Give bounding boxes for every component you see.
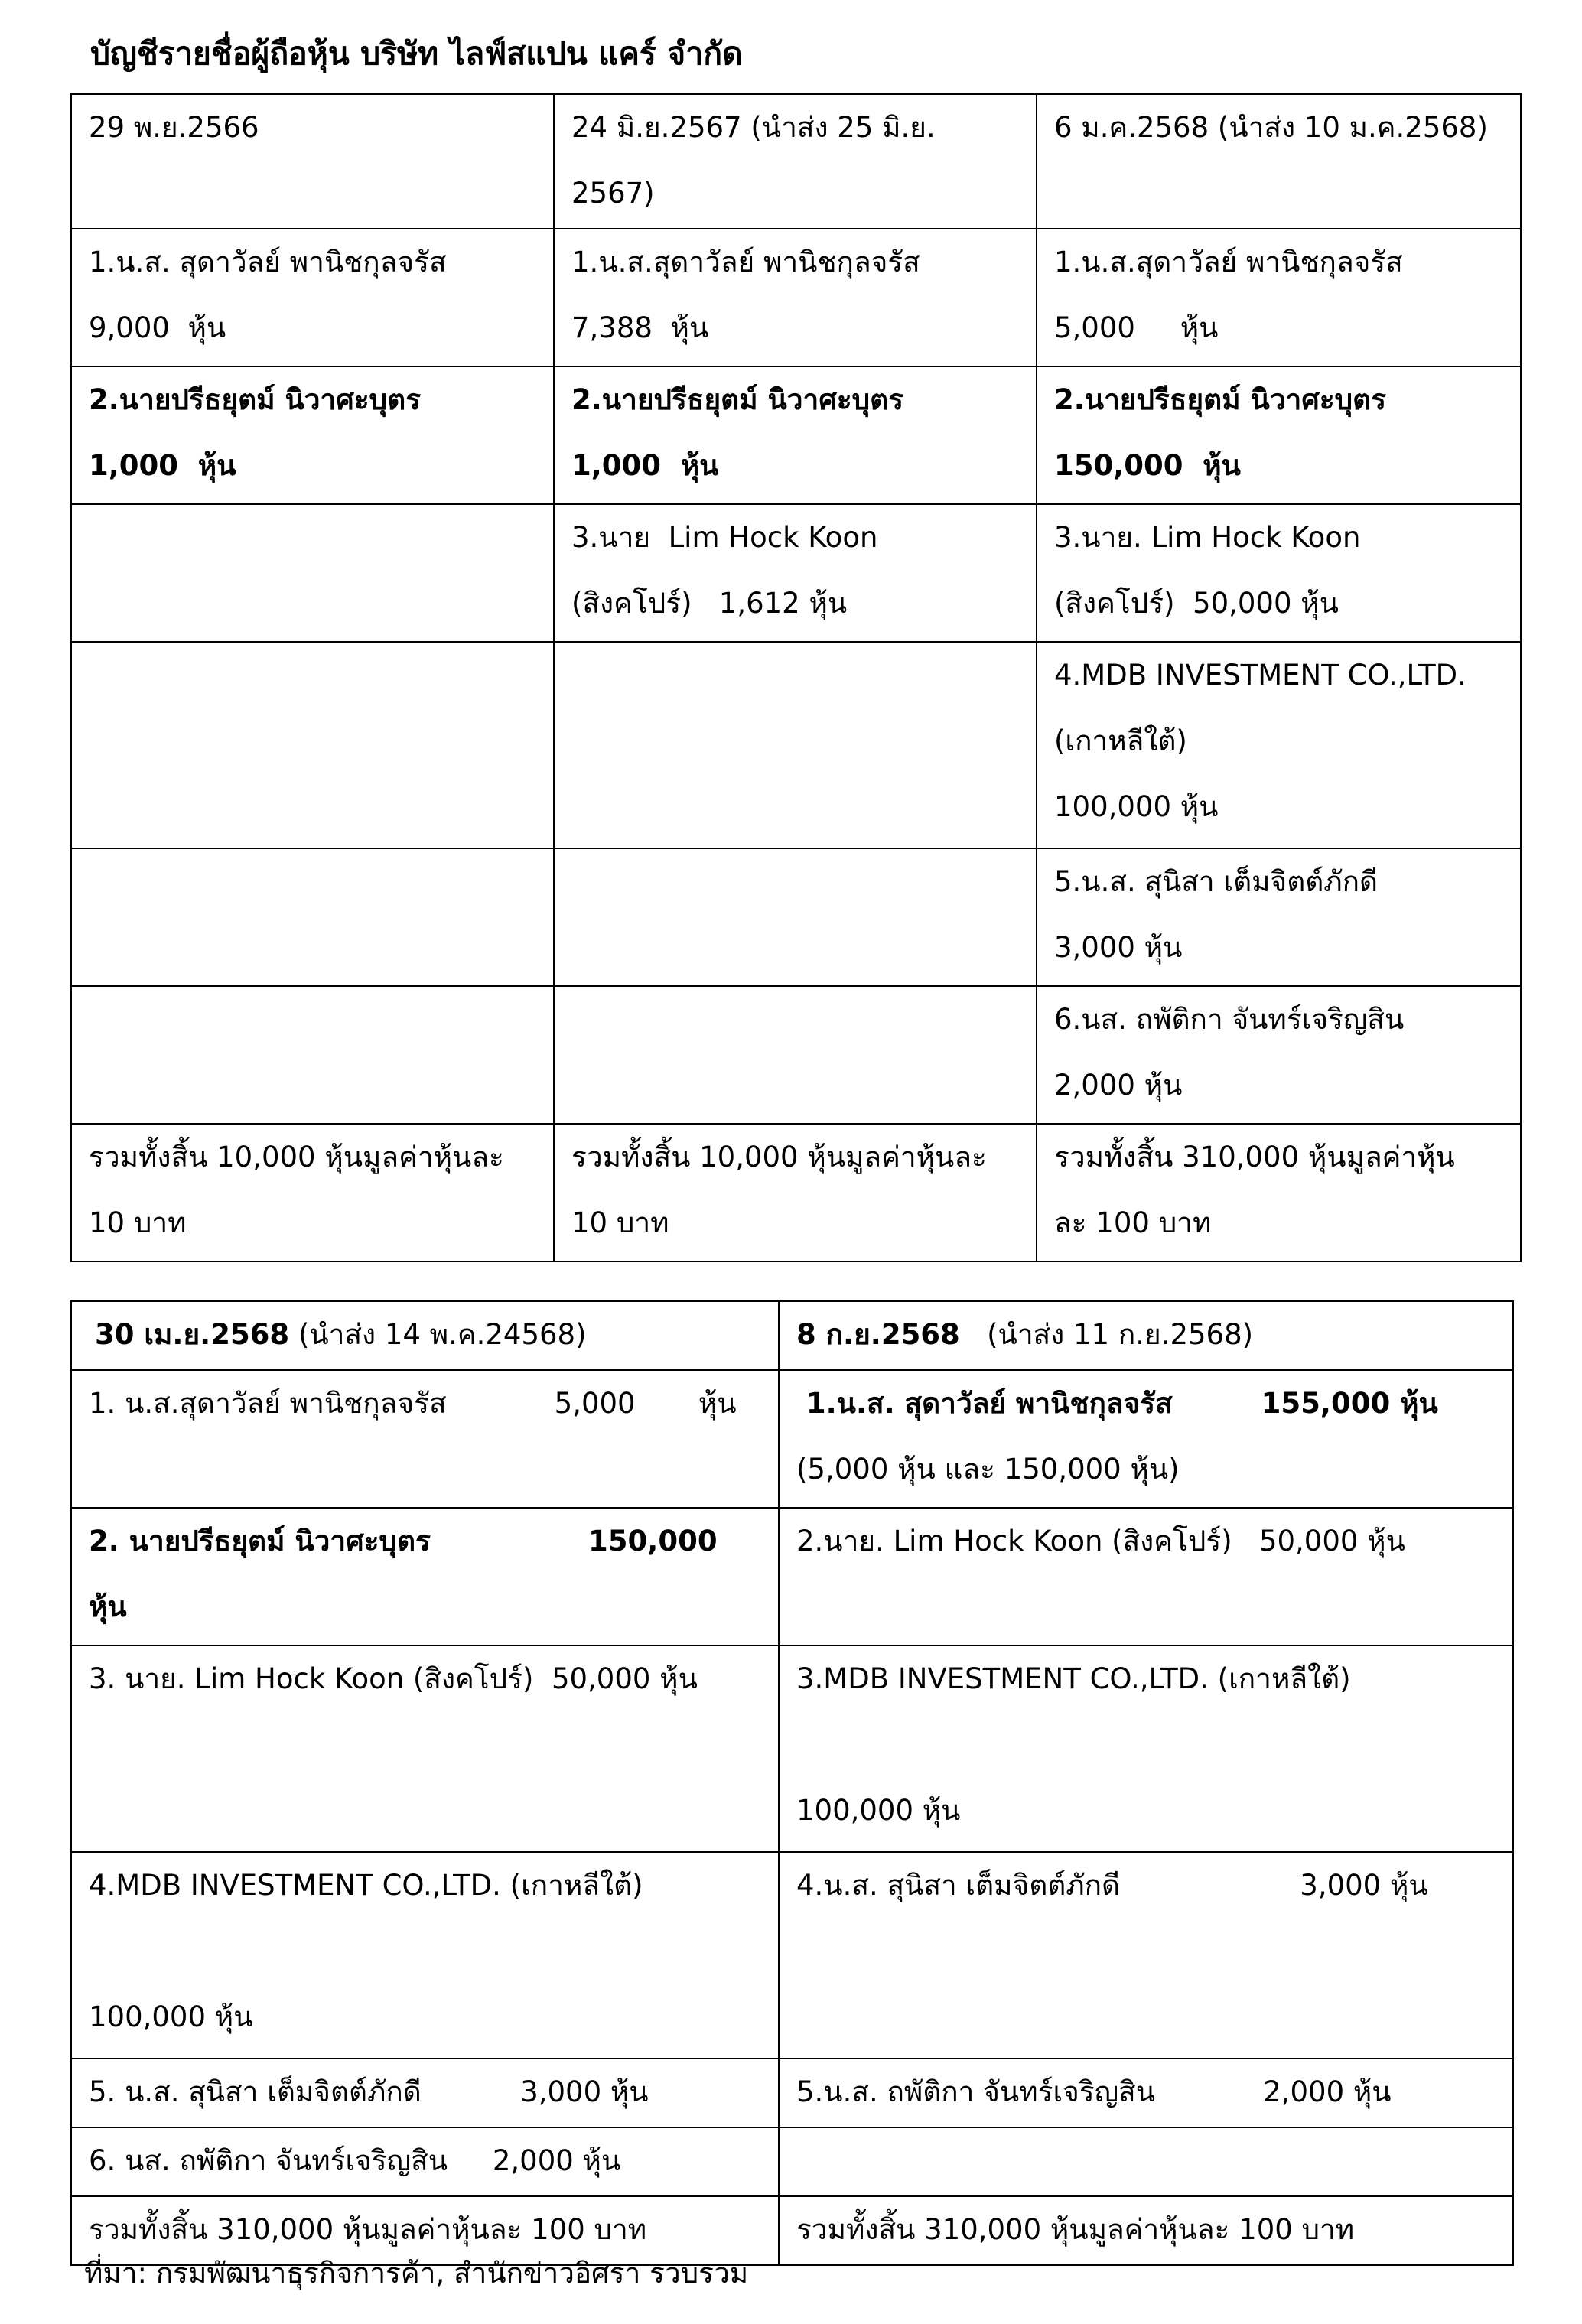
cell-line: 3.นาย Lim Hock Koon <box>571 521 878 554</box>
table-row <box>71 2127 1513 2196</box>
header-note: (นำส่ง 11 ก.ย.2568) <box>959 1318 1254 1351</box>
cell-line: รวมทั้งสิ้น 310,000 หุ้นมูลค่าหุ้น <box>1054 1141 1455 1173</box>
table-cell <box>1037 504 1521 642</box>
shareholder-table-2 <box>70 1300 1514 2266</box>
cell-line: 2.นายปรีธยุตม์ นิวาศะบุตร <box>1054 383 1387 416</box>
cell-line: 1. น.ส.สุดาวัลย์ พานิชกุลจรัส 5,000 หุ้น <box>89 1387 737 1420</box>
table-cell <box>779 1370 1513 1508</box>
table-cell <box>1037 1124 1521 1261</box>
header-date-cont: 2567) <box>571 177 655 210</box>
header-cell <box>554 94 1037 229</box>
table-cell <box>779 2127 1513 2196</box>
cell-line: 100,000 หุ้น <box>1054 790 1219 823</box>
table-row <box>71 504 1521 642</box>
table-cell <box>71 848 554 986</box>
cell-line: (5,000 หุ้น และ 150,000 หุ้น) <box>796 1453 1180 1486</box>
table-cell <box>71 1508 779 1645</box>
table-cell <box>554 1124 1037 1261</box>
cell-line: (เกาหลีใต้) <box>1054 724 1187 757</box>
header-cell <box>71 1301 779 1370</box>
cell-line: (สิงคโปร์) 50,000 หุ้น <box>1054 587 1339 620</box>
cell-line <box>796 1712 1512 1778</box>
cell-line: 2.นายปรีธยุตม์ นิวาศะบุตร <box>571 383 904 416</box>
cell-line: 6.นส. ถพัติกา จันทร์เจริญสิน <box>1054 1003 1405 1036</box>
cell-line: 3.MDB INVESTMENT CO.,LTD. (เกาหลีใต้) <box>796 1662 1351 1695</box>
table-row <box>71 986 1521 1124</box>
header-cell <box>779 1301 1513 1370</box>
shareholder-table-1-body <box>71 94 1521 1261</box>
cell-line: 4.MDB INVESTMENT CO.,LTD. (เกาหลีใต้) <box>89 1869 643 1902</box>
cell-line: 3,000 หุ้น <box>1054 931 1183 964</box>
cell-line: 3.นาย. Lim Hock Koon <box>1054 521 1361 554</box>
table-cell <box>71 986 554 1124</box>
table-cell <box>1037 848 1521 986</box>
table-cell <box>71 1370 779 1508</box>
table-cell <box>1037 229 1521 366</box>
table-cell <box>1037 642 1521 848</box>
table-row <box>71 1645 1513 1852</box>
table-cell <box>554 642 1037 848</box>
table-cell <box>71 229 554 366</box>
table-cell <box>71 2059 779 2127</box>
cell-line: 2,000 หุ้น <box>1054 1069 1183 1102</box>
table-cell <box>779 1852 1513 2059</box>
header-date: 6 ม.ค.2568 (นำส่ง 10 ม.ค.2568) <box>1054 111 1488 144</box>
table-cell <box>554 229 1037 366</box>
table-cell <box>554 366 1037 504</box>
cell-line: 1,000 หุ้น <box>89 449 236 482</box>
cell-line: 10 บาท <box>89 1206 187 1239</box>
cell-line: รวมทั้งสิ้น 310,000 หุ้นมูลค่าหุ้นละ 100 บาท <box>796 2213 1355 2246</box>
table-row <box>71 2059 1513 2127</box>
cell-line: 1.น.ส.สุดาวัลย์ พานิชกุลจรัส <box>1054 246 1403 278</box>
table-row <box>71 229 1521 366</box>
cell-line <box>89 1919 778 1984</box>
cell-line: 150,000 หุ้น <box>1054 449 1241 482</box>
shareholder-table-1 <box>70 93 1522 1262</box>
header-date: 24 มิ.ย.2567 (นำส่ง 25 มิ.ย. <box>571 111 936 144</box>
table-header-row <box>71 94 1521 229</box>
table-cell <box>779 1508 1513 1645</box>
cell-line: รวมทั้งสิ้น 10,000 หุ้นมูลค่าหุ้นละ <box>571 1141 987 1173</box>
table-cell <box>1037 366 1521 504</box>
table-cell <box>554 986 1037 1124</box>
table-cell <box>779 2196 1513 2265</box>
cell-line: 1.น.ส. สุดาวัลย์ พานิชกุลจรัส 155,000 หุ้น <box>796 1387 1438 1420</box>
table-cell <box>779 1645 1513 1852</box>
table-cell <box>71 1852 779 2059</box>
header-cell <box>71 94 554 229</box>
cell-line: ละ 100 บาท <box>1054 1206 1212 1239</box>
table-row <box>71 848 1521 986</box>
cell-line: รวมทั้งสิ้น 10,000 หุ้นมูลค่าหุ้นละ <box>89 1141 504 1173</box>
header-date: 30 เม.ย.2568 <box>95 1318 290 1351</box>
cell-line: 10 บาท <box>571 1206 669 1239</box>
cell-line: 5,000 หุ้น <box>1054 311 1219 344</box>
table-row <box>71 1508 1513 1645</box>
table-cell <box>554 504 1037 642</box>
header-cell <box>1037 94 1521 229</box>
table-row <box>71 366 1521 504</box>
cell-line: 6. นส. ถพัติกา จันทร์เจริญสิน 2,000 หุ้น <box>89 2144 621 2177</box>
table-cell <box>779 2059 1513 2127</box>
table-row <box>71 642 1521 848</box>
cell-line: 1.น.ส.สุดาวัลย์ พานิชกุลจรัส <box>571 246 920 278</box>
shareholder-table-2-body <box>71 1301 1513 2265</box>
cell-line: 5.น.ส. ถพัติกา จันทร์เจริญสิน 2,000 หุ้น <box>796 2075 1392 2108</box>
cell-line: 2. นายปรีธยุตม์ นิวาศะบุตร 150,000 <box>89 1525 718 1557</box>
cell-line: 7,388 หุ้น <box>571 311 709 344</box>
cell-line: 2.นายปรีธยุตม์ นิวาศะบุตร <box>89 383 422 416</box>
cell-line: 4.MDB INVESTMENT CO.,LTD. <box>1054 659 1466 692</box>
table-row <box>71 1370 1513 1508</box>
header-date: 8 ก.ย.2568 <box>796 1318 960 1351</box>
table-cell <box>1037 986 1521 1124</box>
cell-line: 3. นาย. Lim Hock Koon (สิงคโปร์) 50,000 หุ้น <box>89 1662 698 1695</box>
table-cell <box>71 1124 554 1261</box>
table-cell <box>71 504 554 642</box>
cell-line: 2.นาย. Lim Hock Koon (สิงคโปร์) 50,000 หุ้น <box>796 1525 1405 1557</box>
table-row <box>71 1852 1513 2059</box>
cell-line: 100,000 หุ้น <box>89 2000 253 2033</box>
cell-line: 4.น.ส. สุนิสา เต็มจิตต์ภักดี 3,000 หุ้น <box>796 1869 1428 1902</box>
cell-line: 1,000 หุ้น <box>571 449 719 482</box>
cell-line: 1.น.ส. สุดาวัลย์ พานิชกุลจรัส <box>89 246 447 278</box>
header-date-cont <box>1054 161 1520 226</box>
cell-line: 9,000 หุ้น <box>89 311 226 344</box>
table-cell <box>71 642 554 848</box>
table-header-row <box>71 1301 1513 1370</box>
cell-line: 5. น.ส. สุนิสา เต็มจิตต์ภักดี 3,000 หุ้น <box>89 2075 649 2108</box>
table-row <box>71 1124 1521 1261</box>
cell-line: 5.น.ส. สุนิสา เต็มจิตต์ภักดี <box>1054 865 1379 898</box>
table-cell <box>71 1645 779 1852</box>
table-cell <box>71 2127 779 2196</box>
document-title: บัญชีรายชื่อผู้ถือหุ้น บริษัท ไลฟ์สแปน แคร์ จำกัด <box>90 35 743 72</box>
cell-line: หุ้น <box>89 1590 127 1623</box>
cell-line: 100,000 หุ้น <box>796 1794 961 1827</box>
cell-line: รวมทั้งสิ้น 310,000 หุ้นมูลค่าหุ้นละ 100 บาท <box>89 2213 647 2246</box>
source-note: ที่มา: กรมพัฒนาธุรกิจการค้า, สำนักข่าวอิศรา รวบรวม <box>84 2257 749 2290</box>
header-date: 29 พ.ย.2566 <box>89 111 259 144</box>
header-date-cont <box>89 161 553 226</box>
cell-line: (สิงคโปร์) 1,612 หุ้น <box>571 587 848 620</box>
header-note: (นำส่ง 14 พ.ค.24568) <box>289 1318 587 1351</box>
table-cell <box>71 366 554 504</box>
table-cell <box>554 848 1037 986</box>
